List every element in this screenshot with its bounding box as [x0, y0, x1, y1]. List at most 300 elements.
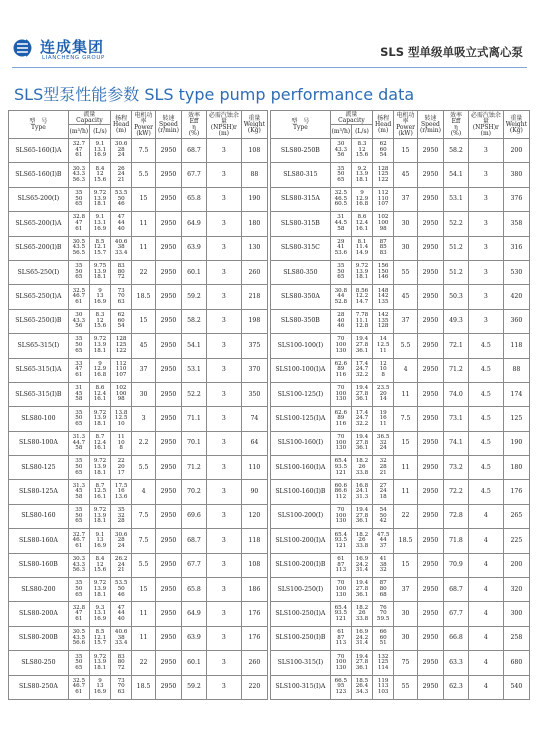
weight-cell: 120: [241, 504, 267, 528]
model-cell: SLS100-100(I)A: [271, 358, 331, 382]
col-power: 电机功率 Power (kW): [394, 111, 418, 139]
efficiency-cell: 65.8: [182, 578, 207, 602]
head-cell: 83 80 72: [111, 260, 132, 284]
performance-table-right: [270, 110, 530, 700]
model-cell: SLS100-160(I)B: [271, 480, 331, 504]
flow-m3h-cell: 66.5 95 123: [330, 675, 351, 699]
efficiency-cell: 59.2: [182, 285, 207, 309]
efficiency-cell: 74.1: [444, 431, 469, 455]
table-row: [271, 358, 530, 382]
head-cell: 40.6 38 33.4: [111, 236, 132, 260]
efficiency-cell: 65.8: [182, 187, 207, 211]
speed-cell: 2950: [417, 626, 443, 650]
model-cell: SLS65-160(I)B: [9, 163, 69, 187]
head-cell: 47 44 40: [111, 602, 132, 626]
model-cell: SLS65-315(I)B: [9, 382, 69, 406]
model-cell: SLS80-315C: [271, 236, 331, 260]
flow-m3h-cell: 70 100 130: [330, 431, 351, 455]
speed-cell: 2950: [417, 529, 443, 553]
flow-m3h-cell: 31 45 58: [68, 382, 89, 406]
power-cell: 30: [394, 626, 418, 650]
head-cell: 62 60 54: [111, 309, 132, 333]
speed-cell: 2950: [417, 309, 443, 333]
head-cell: 22 20 17: [111, 456, 132, 480]
speed-cell: 2950: [155, 529, 181, 553]
weight-cell: 258: [503, 626, 529, 650]
head-cell: 47 44 40: [111, 212, 132, 236]
power-cell: 15: [132, 578, 156, 602]
flow-ls-cell: 8.7 12.4 16.1: [89, 431, 110, 455]
power-cell: 11: [132, 236, 156, 260]
table-row: [271, 382, 530, 406]
flow-m3h-cell: 35 50 65: [330, 163, 351, 187]
efficiency-cell: 71.2: [444, 358, 469, 382]
table-row: [9, 407, 268, 431]
product-title: SLS 型单级单吸立式离心泵: [380, 45, 523, 59]
npsh-cell: 3: [206, 529, 241, 553]
flow-m3h-cell: 35 50 65: [68, 334, 89, 358]
npsh-cell: 3: [468, 309, 503, 333]
weight-cell: 174: [503, 382, 529, 406]
head-cell: 30.6 28 24: [111, 529, 132, 553]
npsh-cell: 4.5: [468, 358, 503, 382]
model-cell: SLS65-160(I)A: [9, 139, 69, 163]
npsh-cell: 3: [206, 626, 241, 650]
head-cell: 30.6 28 24: [111, 139, 132, 163]
table-row: [271, 212, 530, 236]
efficiency-cell: 67.7: [182, 553, 207, 577]
npsh-cell: 4: [468, 529, 503, 553]
model-cell: SLS65-250(I)B: [9, 309, 69, 333]
npsh-cell: 4.5: [468, 382, 503, 406]
flow-ls-cell: 9.72 13.9 18.1: [89, 407, 110, 431]
model-cell: SLS80-200: [9, 578, 69, 602]
flow-ls-cell: 9.75 13.9 18.1: [89, 260, 110, 284]
table-row: [271, 187, 530, 211]
model-cell: SLS80-350A: [271, 285, 331, 309]
speed-cell: 2950: [417, 260, 443, 284]
weight-cell: 218: [241, 285, 267, 309]
weight-cell: 108: [241, 553, 267, 577]
power-cell: 45: [132, 334, 156, 358]
head-cell: 36.5 32 24: [373, 431, 394, 455]
weight-cell: 375: [241, 334, 267, 358]
npsh-cell: 3: [206, 407, 241, 431]
power-cell: 30: [394, 212, 418, 236]
power-cell: 15: [394, 553, 418, 577]
npsh-cell: 3: [468, 236, 503, 260]
power-cell: 75: [394, 651, 418, 675]
head-cell: 112 110 107: [111, 358, 132, 382]
table-row: [271, 626, 530, 650]
npsh-cell: 4.5: [468, 456, 503, 480]
model-cell: SLS80-315A: [271, 187, 331, 211]
npsh-cell: 3: [206, 358, 241, 382]
flow-m3h-cell: 30.3 43.3 56.3: [68, 553, 89, 577]
flow-m3h-cell: 31.3 44.7 58: [68, 431, 89, 455]
power-cell: 4: [394, 358, 418, 382]
col-capacity: 流量 Capacity: [68, 111, 110, 125]
model-cell: SLS80-350B: [271, 309, 331, 333]
speed-cell: 2950: [155, 504, 181, 528]
head-cell: 53.5 50 46: [111, 187, 132, 211]
flow-m3h-cell: 35 50 65: [330, 260, 351, 284]
table-row: [9, 431, 268, 455]
table-row: [271, 651, 530, 675]
col-speed: 转速 Speed (r/min): [417, 111, 443, 139]
flow-m3h-cell: 62.6 89 116: [330, 358, 351, 382]
speed-cell: 2950: [417, 456, 443, 480]
flow-m3h-cell: 35 50 65: [68, 407, 89, 431]
flow-ls-cell: 18.2 26 33.8: [351, 456, 372, 480]
head-cell: 26 24 21: [111, 163, 132, 187]
efficiency-cell: 60.1: [182, 651, 207, 675]
flow-ls-cell: 9.72 13.9 18.1: [89, 578, 110, 602]
speed-cell: 2950: [155, 260, 181, 284]
table-row: [271, 602, 530, 626]
power-cell: 11: [132, 602, 156, 626]
col-flow-ls: (L/s): [89, 125, 110, 139]
power-cell: 22: [132, 260, 156, 284]
flow-ls-cell: 9.72 13.9 18.1: [89, 456, 110, 480]
flow-ls-cell: 19.4 27.8 36.1: [351, 382, 372, 406]
power-cell: 22: [132, 651, 156, 675]
flow-ls-cell: 8.5 12.1 15.7: [89, 626, 110, 650]
power-cell: 45: [394, 163, 418, 187]
model-cell: SLS100-200(I)B: [271, 553, 331, 577]
npsh-cell: 3: [206, 602, 241, 626]
flow-ls-cell: 19.4 27.8 36.1: [351, 334, 372, 358]
npsh-cell: 3: [468, 139, 503, 163]
flow-m3h-cell: 29 41 53.6: [330, 236, 351, 260]
efficiency-cell: 51.2: [444, 260, 469, 284]
power-cell: 2.2: [132, 431, 156, 455]
weight-cell: 64: [241, 431, 267, 455]
power-cell: 30: [394, 236, 418, 260]
npsh-cell: 4: [468, 602, 503, 626]
table-row: [9, 675, 268, 699]
speed-cell: 2950: [155, 553, 181, 577]
model-cell: SLS80-100: [9, 407, 69, 431]
flow-ls-cell: 9.1 13.1 16.9: [89, 212, 110, 236]
table-row: [271, 139, 530, 163]
flow-m3h-cell: 32.5 46.5 60.5: [330, 187, 351, 211]
power-cell: 55: [394, 675, 418, 699]
efficiency-cell: 70.9: [444, 553, 469, 577]
efficiency-cell: 58.2: [444, 139, 469, 163]
flow-m3h-cell: 61 87 113: [330, 553, 351, 577]
table-row: [271, 431, 530, 455]
speed-cell: 2950: [417, 480, 443, 504]
npsh-cell: 3: [206, 212, 241, 236]
table-row: [9, 334, 268, 358]
npsh-cell: 3: [206, 236, 241, 260]
table-row: [271, 553, 530, 577]
head-cell: 40.6 38 33.4: [111, 626, 132, 650]
speed-cell: 2950: [155, 456, 181, 480]
col-speed: 转速 Speed (r/min): [155, 111, 181, 139]
head-cell: 156 150 146: [373, 260, 394, 284]
flow-m3h-cell: 32.8 47 61: [68, 602, 89, 626]
weight-cell: 260: [241, 260, 267, 284]
col-power: 电机功率 Power (kW): [132, 111, 156, 139]
npsh-cell: 3: [206, 456, 241, 480]
npsh-cell: 4.5: [468, 407, 503, 431]
model-cell: SLS100-250(I)B: [271, 626, 331, 650]
power-cell: 55: [394, 260, 418, 284]
head-cell: 119 113 103: [373, 675, 394, 699]
table-row: [271, 578, 530, 602]
power-cell: 37: [394, 578, 418, 602]
efficiency-cell: 58.2: [182, 309, 207, 333]
speed-cell: 2950: [155, 358, 181, 382]
efficiency-cell: 72.2: [444, 480, 469, 504]
table-row: [9, 382, 268, 406]
speed-cell: 2950: [417, 407, 443, 431]
weight-cell: 380: [503, 163, 529, 187]
weight-cell: 320: [503, 578, 529, 602]
npsh-cell: 3: [206, 382, 241, 406]
flow-ls-cell: 18.2 26 33.8: [351, 529, 372, 553]
head-cell: 73 70 63: [111, 285, 132, 309]
col-npsh: 必需汽蚀余量 (NPSH)r (m): [468, 111, 503, 139]
model-cell: SLS65-315(I)A: [9, 358, 69, 382]
flow-m3h-cell: 30 43.3 56: [68, 309, 89, 333]
weight-cell: 200: [503, 139, 529, 163]
npsh-cell: 3: [468, 212, 503, 236]
speed-cell: 2950: [155, 675, 181, 699]
table-row: [271, 504, 530, 528]
efficiency-cell: 52.2: [444, 212, 469, 236]
flow-m3h-cell: 32.8 47 61: [68, 212, 89, 236]
efficiency-cell: 71.8: [444, 529, 469, 553]
efficiency-cell: 69.6: [182, 504, 207, 528]
weight-cell: 118: [503, 334, 529, 358]
flow-m3h-cell: 30.5 43.5 56.6: [68, 626, 89, 650]
efficiency-cell: 68.7: [182, 529, 207, 553]
col-head: 扬程 Head (m): [111, 111, 132, 139]
table-row: [9, 578, 268, 602]
weight-cell: 125: [503, 407, 529, 431]
lianchen-logo-icon: [12, 36, 38, 60]
flow-m3h-cell: 32.7 47 61: [68, 139, 89, 163]
speed-cell: 2950: [417, 139, 443, 163]
col-npsh: 必需汽蚀余量 (NPSH)r (m): [206, 111, 241, 139]
table-row: [271, 456, 530, 480]
efficiency-cell: 62.3: [444, 675, 469, 699]
speed-cell: 2950: [417, 163, 443, 187]
npsh-cell: 3: [206, 260, 241, 284]
flow-ls-cell: 8.7 12.5 16.1: [89, 480, 110, 504]
head-cell: 102 100 98: [373, 212, 394, 236]
col-weight: 重量 Weight (Kg): [503, 111, 529, 139]
power-cell: 15: [394, 431, 418, 455]
efficiency-cell: 70.1: [182, 431, 207, 455]
model-cell: SLS100-160(I): [271, 431, 331, 455]
speed-cell: 2950: [155, 139, 181, 163]
power-cell: 18.5: [132, 285, 156, 309]
flow-ls-cell: 19.4 27.8 36.1: [351, 578, 372, 602]
table-row: [271, 260, 530, 284]
table-row: [271, 285, 530, 309]
npsh-cell: 3: [206, 553, 241, 577]
table-row: [9, 139, 268, 163]
flow-ls-cell: 17.4 24.7 32.2: [351, 358, 372, 382]
efficiency-cell: 63.3: [444, 651, 469, 675]
table-row: [9, 163, 268, 187]
power-cell: 7.5: [394, 407, 418, 431]
table-row: [9, 480, 268, 504]
flow-ls-cell: 8.5 12.1 15.7: [89, 236, 110, 260]
power-cell: 30: [394, 602, 418, 626]
weight-cell: 260: [241, 651, 267, 675]
brand-name-en: LIANCHENG GROUP: [42, 55, 105, 61]
power-cell: 11: [132, 212, 156, 236]
npsh-cell: 4: [468, 675, 503, 699]
flow-ls-cell: 16.9 24.2 31.4: [351, 626, 372, 650]
flow-m3h-cell: 35 50 65: [68, 260, 89, 284]
flow-m3h-cell: 61 87 113: [330, 626, 351, 650]
efficiency-cell: 73.1: [444, 407, 469, 431]
npsh-cell: 4.5: [468, 480, 503, 504]
weight-cell: 540: [503, 675, 529, 699]
table-row: [9, 626, 268, 650]
table-row: [271, 334, 530, 358]
head-cell: 14 12.5 11: [373, 334, 394, 358]
head-cell: 54 50 42: [373, 504, 394, 528]
efficiency-cell: 64.9: [182, 602, 207, 626]
table-row: [9, 456, 268, 480]
brand-name-cn: 连成集团: [40, 38, 105, 56]
power-cell: 37: [394, 309, 418, 333]
flow-ls-cell: 9.72 13.9 18.1: [89, 504, 110, 528]
npsh-cell: 4: [468, 651, 503, 675]
efficiency-cell: 64.9: [182, 212, 207, 236]
table-row: [9, 236, 268, 260]
efficiency-cell: 73.2: [444, 456, 469, 480]
flow-m3h-cell: 33 47 61: [68, 358, 89, 382]
weight-cell: 300: [503, 602, 529, 626]
npsh-cell: 3: [206, 139, 241, 163]
head-cell: 17.5 16 13.6: [111, 480, 132, 504]
flow-m3h-cell: 32.5 46.7 61: [68, 675, 89, 699]
flow-ls-cell: 16.8 24.1 31.3: [351, 480, 372, 504]
model-cell: SLS80-160B: [9, 553, 69, 577]
model-cell: SLS80-200A: [9, 602, 69, 626]
flow-m3h-cell: 35 50 65: [68, 504, 89, 528]
flow-m3h-cell: 35 50 65: [68, 456, 89, 480]
table-row: [271, 163, 530, 187]
flow-m3h-cell: 35 50 65: [68, 187, 89, 211]
speed-cell: 2950: [155, 236, 181, 260]
weight-cell: 358: [503, 212, 529, 236]
flow-m3h-cell: 28 40 46: [330, 309, 351, 333]
head-cell: 32 28 21: [373, 456, 394, 480]
speed-cell: 2950: [155, 480, 181, 504]
model-cell: SLS80-315B: [271, 212, 331, 236]
flow-m3h-cell: 70 100 130: [330, 382, 351, 406]
col-flow-m3h: (m³/h): [68, 125, 89, 139]
power-cell: 37: [394, 187, 418, 211]
speed-cell: 2950: [417, 187, 443, 211]
head-cell: 62 60 54: [373, 139, 394, 163]
flow-m3h-cell: 31.3 45 58: [68, 480, 89, 504]
npsh-cell: 4: [468, 553, 503, 577]
head-cell: 27 24 18: [373, 480, 394, 504]
weight-cell: 198: [241, 309, 267, 333]
efficiency-cell: 53.1: [182, 358, 207, 382]
npsh-cell: 3: [468, 187, 503, 211]
efficiency-cell: 72.8: [444, 504, 469, 528]
efficiency-cell: 59.2: [182, 675, 207, 699]
npsh-cell: 4: [468, 578, 503, 602]
model-cell: SLS100-315(I)A: [271, 675, 331, 699]
flow-m3h-cell: 30.5 43.5 56.5: [68, 236, 89, 260]
col-flow-ls: (L/s): [351, 125, 372, 139]
model-cell: SLS80-350: [271, 260, 331, 284]
head-cell: 66 60 51: [373, 626, 394, 650]
model-cell: SLS65-200(I): [9, 187, 69, 211]
flow-ls-cell: 8.3 12 15.6: [351, 139, 372, 163]
weight-cell: 176: [241, 602, 267, 626]
col-head: 扬程 Head (m): [373, 111, 394, 139]
performance-table-left: [8, 110, 268, 700]
power-cell: 18.5: [394, 529, 418, 553]
efficiency-cell: 53.1: [444, 187, 469, 211]
npsh-cell: 3: [206, 431, 241, 455]
table-row: [9, 358, 268, 382]
flow-ls-cell: 8.1 11.4 14.9: [351, 236, 372, 260]
model-cell: SLS100-125(I)A: [271, 407, 331, 431]
head-cell: 26.2 24 21: [111, 553, 132, 577]
power-cell: 15: [394, 139, 418, 163]
col-efficiency: 效率 Eff η (%): [444, 111, 469, 139]
table-row: [9, 309, 268, 333]
weight-cell: 118: [241, 529, 267, 553]
efficiency-cell: 54.1: [182, 334, 207, 358]
power-cell: 18.5: [132, 675, 156, 699]
model-cell: SLS65-315(I): [9, 334, 69, 358]
flow-ls-cell: 9.1 13.1 16.9: [89, 139, 110, 163]
power-cell: 5.5: [132, 553, 156, 577]
power-cell: 5.5: [132, 163, 156, 187]
weight-cell: 88: [503, 358, 529, 382]
speed-cell: 2950: [155, 212, 181, 236]
speed-cell: 2950: [155, 407, 181, 431]
speed-cell: 2950: [417, 236, 443, 260]
weight-cell: 370: [241, 358, 267, 382]
model-cell: SLS100-160(I)A: [271, 456, 331, 480]
power-cell: 45: [394, 285, 418, 309]
speed-cell: 2950: [155, 285, 181, 309]
npsh-cell: 3: [206, 163, 241, 187]
flow-m3h-cell: 70 100 130: [330, 504, 351, 528]
speed-cell: 2950: [155, 626, 181, 650]
col-model: 型 号 Type: [9, 111, 69, 139]
weight-cell: 420: [503, 285, 529, 309]
head-cell: 142 135 128: [373, 309, 394, 333]
col-efficiency: 效率 Eff η (%): [182, 111, 207, 139]
speed-cell: 2950: [155, 431, 181, 455]
col-flow-m3h: (m³/h): [330, 125, 351, 139]
model-cell: SLS65-250(I)A: [9, 285, 69, 309]
model-cell: SLS80-125: [9, 456, 69, 480]
flow-m3h-cell: 30.3 43.3 56.3: [68, 163, 89, 187]
flow-ls-cell: 8.4 12 15.6: [89, 553, 110, 577]
npsh-cell: 4: [468, 504, 503, 528]
model-cell: SLS80-160A: [9, 529, 69, 553]
head-cell: 73 70 63: [111, 675, 132, 699]
